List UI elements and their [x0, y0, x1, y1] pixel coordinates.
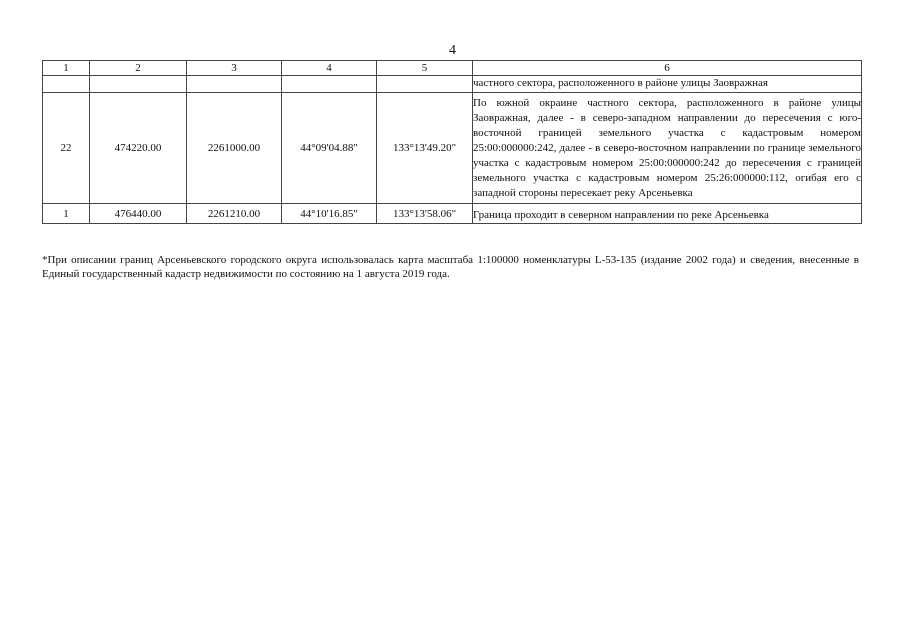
description-cell: Граница проходит в северном направлении по реке Арсеньевка	[473, 204, 862, 224]
table-row	[43, 76, 862, 93]
table-header-row	[43, 61, 862, 76]
table-row	[43, 204, 862, 224]
header-col-3: 3	[187, 61, 282, 76]
header-col-4: 4	[282, 61, 377, 76]
longitude: 133°13'58.06"	[377, 204, 473, 224]
point-number: 1	[43, 204, 90, 224]
continuation-description: частного сектора, расположенного в районе улицы Заовражная	[473, 76, 862, 93]
header-col-6: 6	[473, 61, 862, 76]
latitude: 44°09'04.88"	[282, 93, 377, 204]
cell-blank	[187, 76, 282, 93]
header-col-5: 5	[377, 61, 473, 76]
boundary-table	[42, 60, 862, 224]
coord-y: 2261210.00	[187, 204, 282, 224]
header-col-1: 1	[43, 61, 90, 76]
cell-blank	[282, 76, 377, 93]
header-col-2: 2	[90, 61, 187, 76]
description-cell: По южной окраине частного сектора, расположенного в районе улицы Заовражная, далее - в северо-западном направлении до пересечения с юго-восточной границей земельного участка с кадастровым номером 25:00:000000:242, далее - в северо-восточном направлении по границе земельного участка с кадастровым номером 25:00:000000:242 до пересечения с границей земельного участка с кадастровым номером 25:26:000000:112, огибая его с западной стороны пересекает реку Арсеньевка	[473, 93, 862, 204]
longitude: 133°13'49.20"	[377, 93, 473, 204]
coord-x: 474220.00	[90, 93, 187, 204]
cell-blank	[90, 76, 187, 93]
coord-x: 476440.00	[90, 204, 187, 224]
point-number: 22	[43, 93, 90, 204]
page-number: 4	[449, 43, 456, 58]
cell-blank	[43, 76, 90, 93]
latitude: 44°10'16.85"	[282, 204, 377, 224]
coord-y: 2261000.00	[187, 93, 282, 204]
footnote: *При описании границ Арсеньевского городского округа использовалась карта масштаба 1:100000 номенклатуры L-53-135 (издание 2002 года) и сведения, внесенные в Единый государственный кадастр недвижимости по состоянию на 1 августа 2019 года.	[42, 254, 859, 280]
cell-blank	[377, 76, 473, 93]
